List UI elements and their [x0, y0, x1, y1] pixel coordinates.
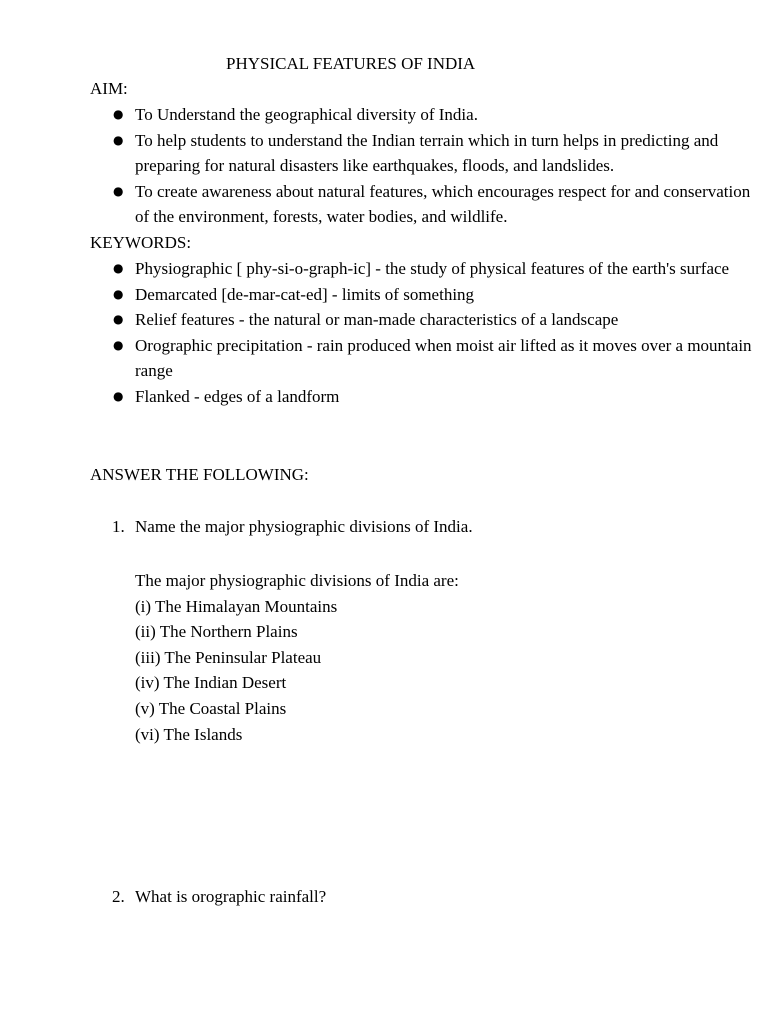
aim-item: ● To Understand the geographical diversity of India.: [0, 102, 768, 128]
page-title: PHYSICAL FEATURES OF INDIA: [226, 54, 476, 73]
aim-item: ● To help students to understand the Indian terrain which in turn helps in predicting and preparing for natural disasters like earthquakes, floods, and landslides.: [0, 128, 768, 179]
answer-item: (iv) The Indian Desert: [135, 673, 287, 693]
keyword-item: ● Orographic precipitation - rain produced when moist air lifted as it moves over a mountain range: [0, 333, 768, 384]
answer-item: (i) The Himalayan Mountains: [135, 596, 338, 616]
aim-list: [0, 102, 768, 230]
answer-intro: The major physiographic divisions of India are:: [135, 571, 459, 590]
answer-item: (vi) The Islands: [135, 724, 243, 744]
answer-item: (v) The Coastal Plains: [135, 698, 287, 718]
answer-item: (iii) The Peninsular Plateau: [135, 647, 322, 667]
keyword-item: ● Relief features - the natural or man-made characteristics of a landscape: [0, 307, 768, 333]
answer-item: (ii) The Northern Plains: [135, 622, 298, 642]
question-text: Name the major physiographic divisions of India.: [135, 517, 473, 536]
keyword-item: ● Flanked - edges of a landform: [0, 384, 768, 410]
question-text: What is orographic rainfall?: [135, 887, 327, 906]
aim-heading: AIM:: [90, 79, 128, 98]
question-number: 2.: [112, 887, 125, 906]
answer-section-heading: ANSWER THE FOLLOWING:: [90, 465, 309, 484]
question-number: 1.: [112, 517, 125, 536]
keywords-heading: KEYWORDS:: [90, 233, 192, 252]
keywords-list: [0, 256, 768, 410]
aim-item: ● To create awareness about natural features, which encourages respect for and conservation of the environment, forests, water bodies, and wildlife.: [0, 179, 768, 230]
keyword-item: ● Demarcated [de-mar-cat-ed] - limits of something: [0, 282, 768, 308]
answer-1: [135, 568, 459, 747]
keyword-item: ● Physiographic [ phy-si-o-graph-ic] - the study of physical features of the earth's surface: [0, 256, 768, 282]
